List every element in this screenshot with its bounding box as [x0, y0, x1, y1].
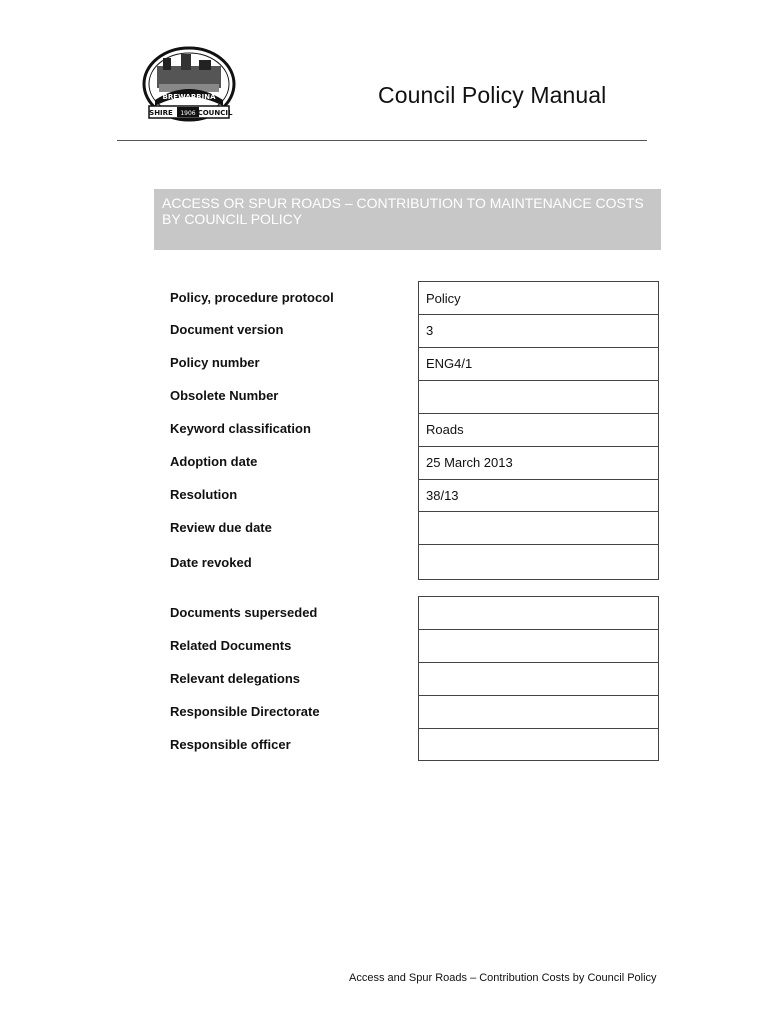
label-keyword-classification: Keyword classification — [170, 421, 311, 436]
label-policy-procedure-protocol: Policy, procedure protocol — [170, 290, 334, 305]
row-divider — [419, 314, 658, 315]
value-policy-number: ENG4/1 — [426, 356, 473, 371]
value-resolution: 38/13 — [426, 488, 459, 503]
label-date-revoked: Date revoked — [170, 555, 252, 570]
references-value-column — [418, 596, 659, 761]
row-divider — [419, 728, 658, 729]
policy-title-banner — [154, 189, 661, 250]
label-policy-number: Policy number — [170, 355, 260, 370]
row-divider — [419, 511, 658, 512]
label-review-due-date: Review due date — [170, 520, 272, 535]
header-divider — [117, 140, 647, 141]
page-footer: Access and Spur Roads – Contribution Costs by Council Policy — [349, 972, 657, 984]
details-value-column — [418, 281, 659, 580]
value-policy-procedure-protocol: Policy — [426, 291, 461, 306]
value-keyword-classification: Roads — [426, 422, 464, 437]
row-divider — [419, 380, 658, 381]
label-documents-superseded: Documents superseded — [170, 605, 318, 620]
document-title: Council Policy Manual — [378, 82, 607, 108]
row-divider — [419, 544, 658, 545]
row-divider — [419, 413, 658, 414]
row-divider — [419, 629, 658, 630]
logo-text-left: SHIRE — [149, 109, 173, 117]
row-divider — [419, 347, 658, 348]
row-divider — [419, 446, 658, 447]
value-document-version: 3 — [426, 323, 434, 338]
logo-text-year: 1906 — [180, 110, 196, 117]
label-adoption-date: Adoption date — [170, 454, 258, 469]
policy-title: ACCESS OR SPUR ROADS – CONTRIBUTION TO MAINTENANCE COSTS BY COUNCIL POLICY — [162, 195, 644, 227]
row-divider — [419, 695, 658, 696]
label-relevant-delegations: Relevant delegations — [170, 671, 301, 686]
label-responsible-officer: Responsible officer — [170, 737, 291, 752]
logo-text-top: BREWARRINA — [162, 93, 216, 101]
value-adoption-date: 25 March 2013 — [426, 455, 513, 470]
row-divider — [419, 662, 658, 663]
row-divider — [419, 479, 658, 480]
council-logo-icon — [141, 44, 237, 128]
logo-text-right: COUNCIL — [197, 109, 233, 117]
label-related-documents: Related Documents — [170, 638, 292, 653]
label-document-version: Document version — [170, 322, 284, 337]
label-obsolete-number: Obsolete Number — [170, 388, 279, 403]
label-responsible-directorate: Responsible Directorate — [170, 704, 320, 719]
label-resolution: Resolution — [170, 487, 238, 502]
